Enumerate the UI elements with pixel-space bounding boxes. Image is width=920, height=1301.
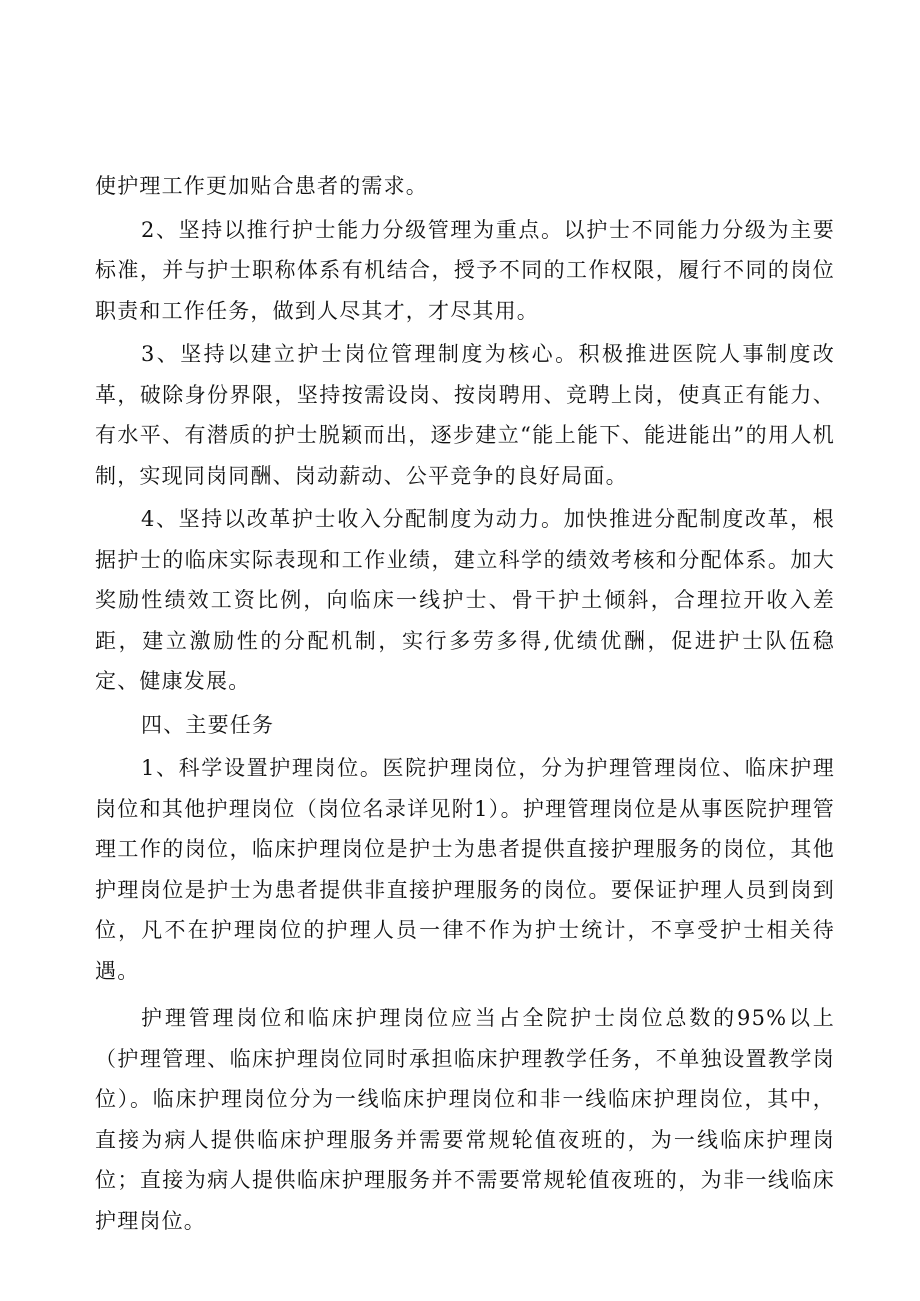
section-heading-main-tasks: 四、主要任务 bbox=[141, 712, 275, 737]
paragraph-item-2-nurse-ability-grading: 2、坚持以推行护士能力分级管理为重点。以护士不同能力分级为主要标准，并与护士职称体系有机结合，授予不同的工作权限，履行不同的岗位职责和工作任务，做到人尽其才，才尽其用。 bbox=[95, 217, 835, 323]
paragraph-post-ratio-details: 护理管理岗位和临床护理岗位应当占全院护士岗位总数的95%以上（护理管理、临床护理岗位同时承担临床护理教学任务，不单独设置教学岗位）。临床护理岗位分为一线临床护理岗位和非一线临床护理岗位，其中，直接为病人提供临床护理服务并需要常规轮值夜班的，为一线临床护理岗位；直接为病人提供临床护理服务并不需要常规轮值夜班的，为非一线临床护理岗位。 bbox=[95, 1006, 835, 1233]
paragraph-continuation: 使护理工作更加贴合患者的需求。 bbox=[95, 174, 428, 198]
paragraph-task-1-set-nursing-posts: 1、科学设置护理岗位。医院护理岗位，分为护理管理岗位、临床护理岗位和其他护理岗位（岗位名录详见附1）。护理管理岗位是从事医院护理管理工作的岗位，临床护理岗位是护士为患者提供直接护理服务的岗位，其他护理岗位是护士为患者提供非直接护理服务的岗位。要保证护理人员到岗到位，凡不在护理岗位的护理人员一律不作为护士统计，不享受护士相关待遇。 bbox=[95, 756, 835, 983]
document-body bbox=[95, 166, 835, 1241]
paragraph-item-3-post-management-system: 3、坚持以建立护士岗位管理制度为核心。积极推进医院人事制度改革，破除身份界限，坚持按需设岗、按岗聘用、竞聘上岗，使真正有能力、有水平、有潜质的护士脱颖而出，逐步建立“能上能下、能进能出”的用人机制，实现同岗同酬、岗动薪动、公平竞争的良好局面。 bbox=[95, 342, 835, 488]
paragraph-item-4-income-distribution: 4、坚持以改革护士收入分配制度为动力。加快推进分配制度改革，根据护士的临床实际表现和工作业绩，建立科学的绩效考核和分配体系。加大奖励性绩效工资比例，向临床一线护士、骨干护土倾斜，合理拉开收入差距，建立激励性的分配机制，实行多劳多得,优绩优酬，促进护士队伍稳定、健康发展。 bbox=[95, 507, 835, 693]
